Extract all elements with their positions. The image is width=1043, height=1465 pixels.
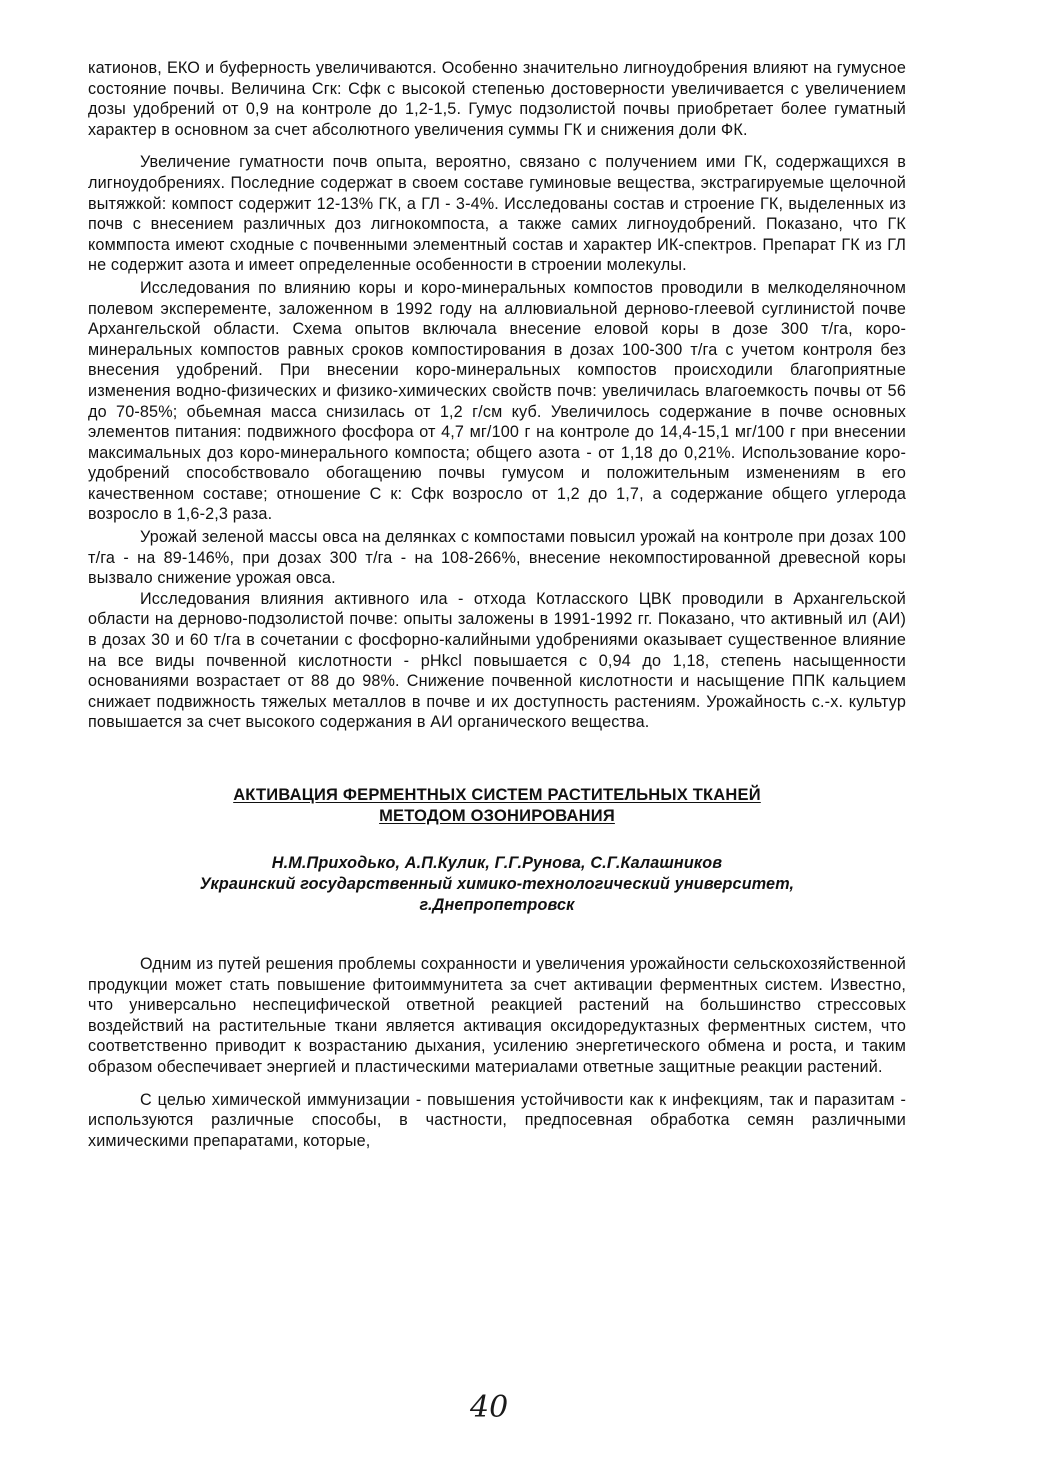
page-number: 40 [470,1390,509,1425]
document-page [88,58,906,1151]
section-title-line2: МЕТОДОМ ОЗОНИРОВАНИЯ [379,807,615,825]
authors: Н.М.Приходько, А.П.Кулик, Г.Г.Рунова, С.Г.Калашников [271,854,723,872]
paragraph-phytoimmunity: Одним из путей решения проблемы сохранности и увеличения урожайности сельскохозяйственной продукции может стать повышение фитоиммунитета за счет активации ферментных систем. Известно, что универсально неспецифической ответной реакцией растений на большинство стрессовых воздействий на растительные ткани является активация оксидоредуктазных ферментных систем, что соответственно приводит к возрастанию дыхания, усилению энергетического обмена и роста, и таким образом обеспечивает энергией и пластическими материалами ответные защитные реакции растений. [88,955,906,1076]
paragraph-humus: Увеличение гуматности почв опыта, вероятно, связано с получением ими ГК, содержащихся в лигноудобрениях. Последние содержат в своем составе гуминовые вещества, экстрагируемые щелочной вытяжкой: компост содержит 12-13% ГК, а ГЛ - 3-4%. Исследованы состав и строение ГК, выделенных из почв с внесением различных доз лигнокомпоста, а также самих лигноудобрений. Показано, что ГК коммпоста имеют сходные с почвенными элементный состав и характер ИК-спектров. Препарат ГК из ГЛ не содержит азота и имеет определенные особенности в строении молекулы. [88,153,906,275]
paragraph-bark-compost: Исследования по влиянию коры и коро-минеральных компостов проводили в мелкоделяночном полевом эксперементе, заложенном в 1992 году на аллювиальной дерново-глеевой суглинистой почве Архангельской области. Схема опытов включала внесение еловой коры в дозе 300 т/га, коро-минеральных компостов равных сроков компостирования в дозах 100-300 т/га с учетом контроля без внесения удобрений. При внесении коро-минеральных компостов происходили благоприятные изменения водно-физических и физико-химических свойств почв: увеличилась влагоемкость почвы от 56 до 70-85%; обьемная масса снизилась от 1,2 г/см куб. Увеличилось содержание в почве основных элементов питания: подвижного фосфора от 4,7 мг/100 г на контроле до 14,4-15,1 мг/100 г при внесении максимальных доз коро-минерального компоста; общего азота - от 1,18 до 0,21%. Использование коро-удобрений способствовало обогащению почвы гумусом и положительным изменениям в его качественном составе; отношение С к: Сфк возросло от 1,2 до 1,7, а содержание общего углерода возросло в 1,6-2,3 раза. [88,278,906,524]
section-title-line1: АКТИВАЦИЯ ФЕРМЕНТНЫХ СИСТЕМ РАСТИТЕЛЬНЫХ ТКАНЕЙ [233,786,761,804]
paragraph-active-sludge: Исследования влияния активного ила - отхода Котласского ЦВК проводили в Архангельской области на дерново-подзолистой почве: опыты заложены в 1991-1992 гг. Показано, что активный ил (АИ) в дозах 30 и 60 т/га в сочетании с фосфорно-калийными удобрениями оказывает существенное влияние на все виды почвенной кислотности - pHkcl повышается с 0,94 до 1,18, степень насыщенности основаниями возрастает от 88 до 98%. Снижение почвенной кислотности и насыщение ППК кальцием снижает подвижность тяжелых металлов в почве и их доступность растениям. Урожайность с.-х. культур повышается за счет высокого содержания в АИ органического вещества. [88,589,906,732]
section-title [88,785,906,827]
paragraph-chemical-immunization: С целью химической иммунизации - повышения устойчивости как к инфекциям, так и паразитам - используются различные способы, в частности, предпосевная обработка семян различными химическими препаратами, которые, [88,1090,906,1150]
paragraph-continued: катионов, ЕКО и буферность увеличиваются. Особенно значительно лигноудобрения влияют на гумусное состояние почвы. Величина Сгк: Сфк с высокой степенью достоверности увеличивается с увеличением дозы удобрений от 0,9 на контроле до 1,2-1,5. Гумус подзолистой почвы приобретает более гуматный характер в основном за счет абсолютного увеличения суммы ГК и снижения доли ФК. [88,59,906,139]
affiliation-line1: Украинский государственный химико-технологический университет, [199,875,795,893]
paragraph-oat-yield: Урожай зеленой массы овса на делянках с компостами повысил урожай на контроле при дозах 100 т/га - на 89-146%, при дозах 300 т/га - на 108-266%, внесение некомпостированной древесной коры вызвало снижение урожая овса. [88,528,906,588]
affiliation-line2: г.Днепропетровск [419,896,575,914]
